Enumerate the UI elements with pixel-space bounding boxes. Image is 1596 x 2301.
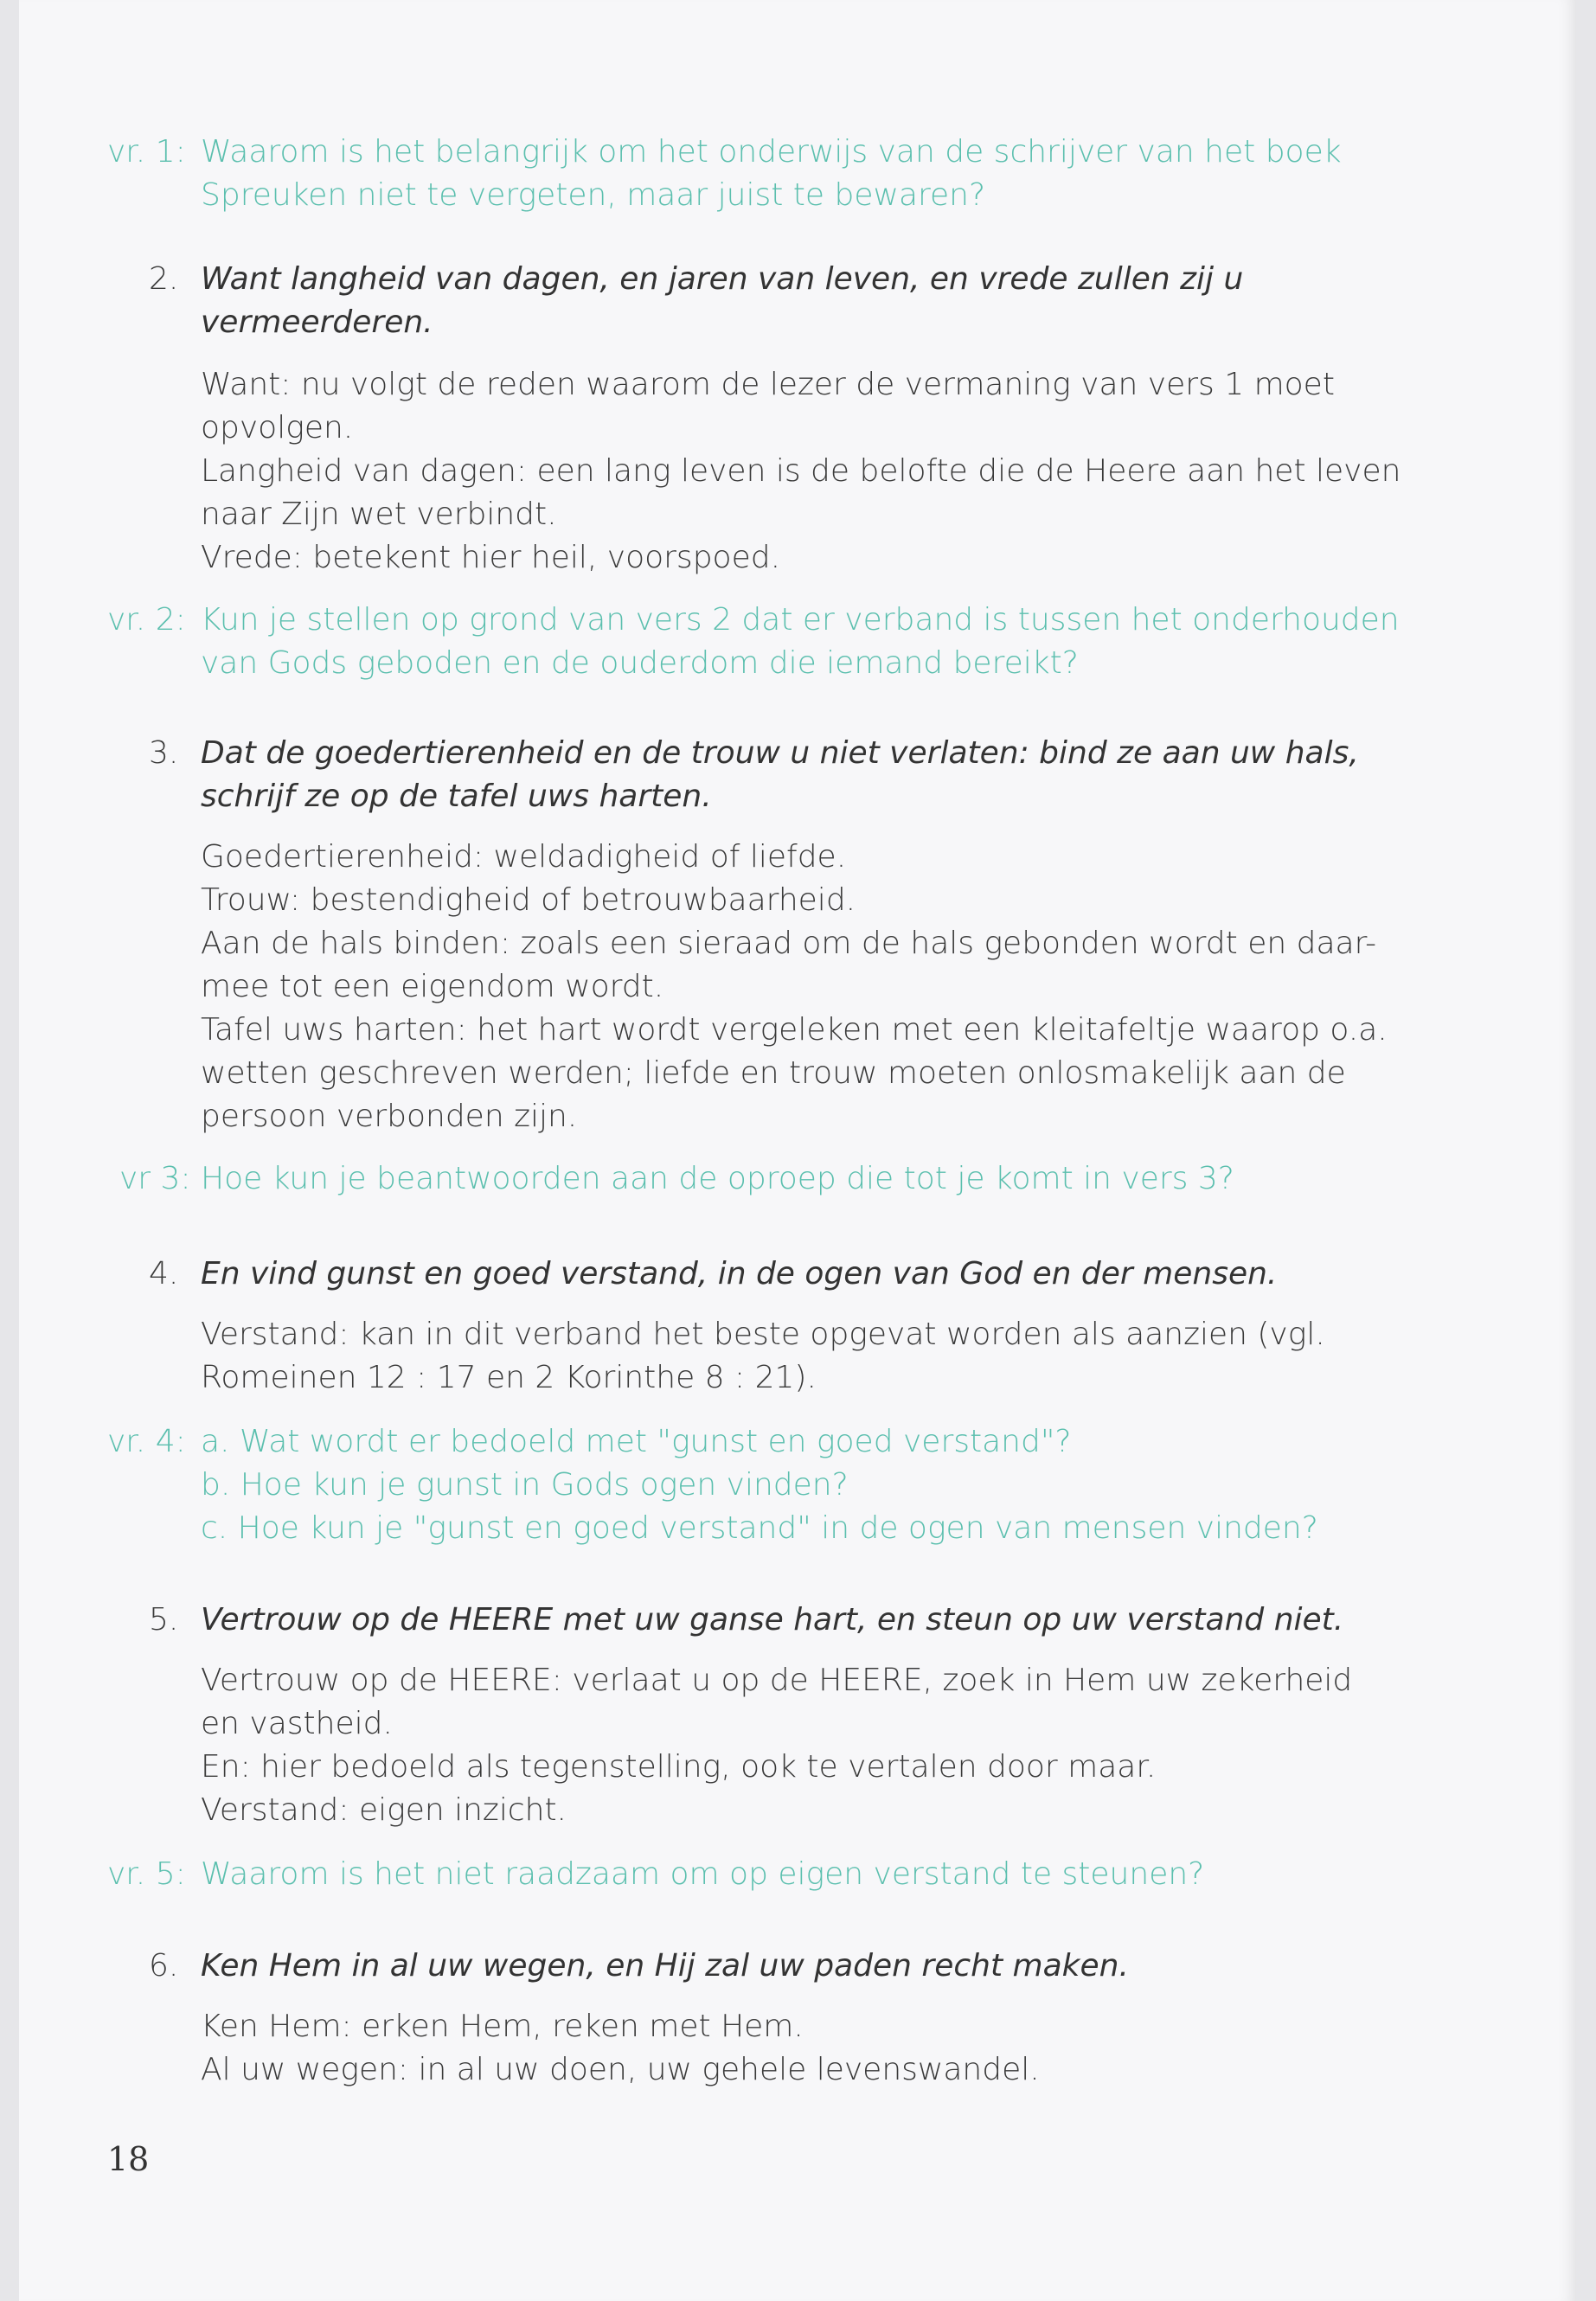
verse-3-text: Dat de goedertierenheid en de trouw u niet verlaten: bind ze aan uw hals,	[201, 735, 1359, 771]
verse-5-note: Verstand: eigen inzicht.	[201, 1792, 567, 1828]
verse-3-note: mee tot een eigendom wordt.	[201, 969, 664, 1004]
verse-3-note: Aan de hals binden: zoals een sieraad om de hals gebonden wordt en daar-	[201, 926, 1377, 961]
verse-3-note: wetten geschreven werden; liefde en trouw moeten onlosmakelijk aan de	[201, 1055, 1346, 1091]
verse-3-note: Tafel uws harten: het hart wordt vergeleken met een kleitafeltje waarop o.a.	[201, 1012, 1388, 1048]
question-3-label: vr 3:	[119, 1161, 191, 1196]
question-3-line: Hoe kun je beantwoorden aan de oproep die tot je komt in vers 3?	[201, 1161, 1234, 1196]
question-1-line: Waarom is het belangrijk om het onderwijs van de schrijver van het boek	[201, 134, 1342, 170]
verse-4-note: Verstand: kan in dit verband het beste opgevat worden als aanzien (vgl.	[201, 1317, 1325, 1352]
verse-3-note: persoon verbonden zijn.	[201, 1099, 578, 1134]
verse-2-number: 2.	[149, 261, 179, 297]
question-5-line: Waarom is het niet raadzaam om op eigen verstand te steunen?	[201, 1856, 1205, 1892]
question-1-line: Spreuken niet te vergeten, maar juist te bewaren?	[201, 177, 986, 213]
page	[19, 0, 1576, 2301]
question-1-label: vr. 1:	[107, 134, 186, 170]
verse-5-note: Vertrouw op de HEERE: verlaat u op de HEERE, zoek in Hem uw zekerheid	[201, 1663, 1353, 1698]
verse-5-number: 5.	[149, 1602, 179, 1638]
verse-2-note: Want: nu volgt de reden waarom de lezer de vermaning van vers 1 moet	[201, 367, 1335, 402]
verse-2-text: vermeerderen.	[201, 304, 433, 340]
verse-2-note: naar Zijn wet verbindt.	[201, 497, 557, 532]
question-4-label: vr. 4:	[107, 1424, 186, 1459]
verse-3-text: schrijf ze op de tafel uws harten.	[201, 779, 712, 814]
verse-6-note: Al uw wegen: in al uw doen, uw gehele levenswandel.	[201, 2052, 1040, 2087]
verse-2-text: Want langheid van dagen, en jaren van leven, en vrede zullen zij u	[201, 261, 1244, 297]
verse-3-note: Trouw: bestendigheid of betrouwbaarheid.	[201, 882, 856, 918]
verse-5-note: En: hier bedoeld als tegenstelling, ook te vertalen door maar.	[201, 1749, 1157, 1785]
verse-5-text: Vertrouw op de HEERE met uw ganse hart, en steun op uw verstand niet.	[201, 1602, 1344, 1638]
page-content	[19, 0, 1576, 2301]
verse-4-number: 4.	[149, 1256, 179, 1292]
page-number: 18	[107, 2140, 150, 2178]
verse-4-note: Romeinen 12 : 17 en 2 Korinthe 8 : 21).	[201, 1360, 817, 1395]
verse-3-number: 3.	[149, 735, 179, 771]
verse-6-note: Ken Hem: erken Hem, reken met Hem.	[201, 2009, 804, 2044]
question-4-item: a. Wat wordt er bedoeld met "gunst en goed verstand"?	[201, 1424, 1072, 1459]
question-5-label: vr. 5:	[107, 1856, 186, 1892]
verse-4-text: En vind gunst en goed verstand, in de ogen van God en der mensen.	[201, 1256, 1278, 1292]
verse-6-number: 6.	[149, 1948, 179, 1984]
verse-2-note: Langheid van dagen: een lang leven is de belofte die de Heere aan het leven	[201, 453, 1401, 489]
question-2-label: vr. 2:	[107, 602, 186, 638]
verse-2-note: opvolgen.	[201, 410, 354, 445]
question-4-item: b. Hoe kun je gunst in Gods ogen vinden?	[201, 1467, 849, 1503]
verse-5-note: en vastheid.	[201, 1706, 393, 1741]
question-2-line: Kun je stellen op grond van vers 2 dat er verband is tussen het onderhouden	[201, 602, 1400, 638]
question-4-item: c. Hoe kun je "gunst en goed verstand" in de ogen van mensen vinden?	[201, 1510, 1318, 1546]
verse-2-note: Vrede: betekent hier heil, voorspoed.	[201, 540, 781, 575]
question-2-line: van Gods geboden en de ouderdom die iemand bereikt?	[201, 645, 1079, 681]
verse-3-note: Goedertierenheid: weldadigheid of liefde.	[201, 839, 847, 875]
verse-6-text: Ken Hem in al uw wegen, en Hij zal uw paden recht maken.	[201, 1948, 1129, 1984]
